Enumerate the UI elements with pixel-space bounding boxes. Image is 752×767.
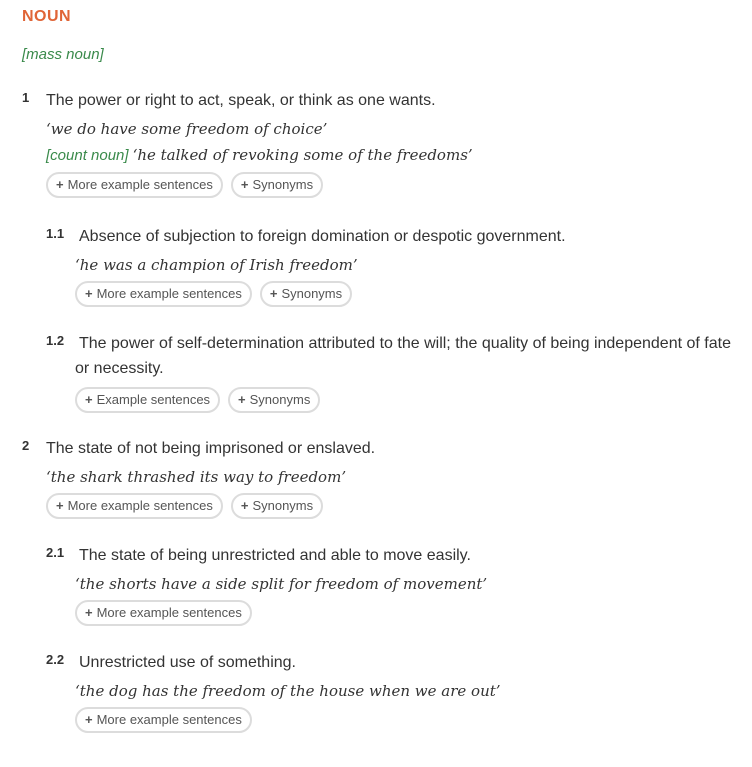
- example-sentence: ‘the shorts have a side split for freedom of movement’: [75, 575, 488, 593]
- sense-actions: [75, 600, 734, 626]
- example-sentences-button[interactable]: [75, 387, 220, 413]
- more-example-sentences-button[interactable]: [46, 493, 223, 519]
- sense-number: 1: [22, 90, 30, 105]
- button-label: Synonyms: [281, 286, 343, 301]
- button-label: More example sentences: [96, 286, 242, 301]
- sense-actions: [75, 707, 734, 733]
- sense-actions: [75, 387, 734, 413]
- sense-definition: The state of not being imprisoned or enslaved.: [46, 440, 376, 457]
- sense-2-1: [46, 543, 734, 626]
- synonyms-button[interactable]: [231, 172, 323, 198]
- button-label: Synonyms: [249, 392, 311, 407]
- button-label: Synonyms: [252, 177, 314, 192]
- sense-1-2: [46, 331, 734, 413]
- sense-2: [22, 436, 734, 519]
- plus-icon: +: [240, 177, 249, 192]
- button-label: More example sentences: [96, 712, 242, 727]
- sense-number: 1.1: [46, 226, 65, 241]
- example-sentence-count-noun: [46, 145, 734, 166]
- more-example-sentences-button[interactable]: [75, 600, 252, 626]
- part-of-speech-heading: NOUN: [22, 8, 72, 25]
- sense-definition: The power or right to act, speak, or think as one wants.: [46, 92, 436, 109]
- sense-number: 1.2: [46, 333, 65, 348]
- button-label: Synonyms: [252, 498, 314, 513]
- synonyms-button[interactable]: [231, 493, 323, 519]
- example-sentence: ‘the shark thrashed its way to freedom’: [46, 468, 347, 486]
- sense-actions: [75, 281, 734, 307]
- plus-icon: +: [238, 392, 246, 407]
- sense-number: 2: [22, 438, 30, 453]
- sense-number: 2.1: [46, 545, 65, 560]
- sense-definition: Unrestricted use of something.: [79, 654, 296, 671]
- example-sentence-text: ‘he talked of revoking some of the freedoms’: [132, 146, 473, 164]
- grammar-tag: [count noun]: [46, 147, 129, 164]
- button-label: Example sentences: [96, 392, 211, 407]
- plus-icon: +: [85, 712, 93, 727]
- grammar-note: [mass noun]: [22, 46, 104, 63]
- plus-icon: +: [85, 392, 93, 407]
- plus-icon: +: [269, 286, 278, 301]
- sense-2-2: [46, 650, 734, 733]
- plus-icon: +: [240, 498, 249, 513]
- more-example-sentences-button[interactable]: [46, 172, 223, 198]
- more-example-sentences-button[interactable]: [75, 707, 252, 733]
- sense-actions: [46, 172, 734, 198]
- sense-definition: Absence of subjection to foreign domination or despotic government.: [79, 228, 566, 245]
- button-label: More example sentences: [67, 177, 213, 192]
- sense-definition: The power of self-determination attributed to the will; the quality of being independent of fate or necessity.: [75, 335, 731, 377]
- sense-1: [22, 88, 734, 198]
- button-label: More example sentences: [67, 498, 213, 513]
- sense-1-1: [46, 224, 734, 307]
- plus-icon: +: [56, 177, 64, 192]
- example-sentence: ‘he was a champion of Irish freedom’: [75, 256, 358, 274]
- synonyms-button[interactable]: [228, 387, 320, 413]
- example-sentence: ‘the dog has the freedom of the house when we are out’: [75, 682, 501, 700]
- synonyms-button[interactable]: [260, 281, 352, 307]
- button-label: More example sentences: [96, 605, 242, 620]
- sense-actions: [46, 493, 734, 519]
- plus-icon: +: [85, 286, 93, 301]
- plus-icon: +: [85, 605, 93, 620]
- more-example-sentences-button[interactable]: [75, 281, 252, 307]
- sense-number: 2.2: [46, 652, 65, 667]
- sense-definition: The state of being unrestricted and able to move easily.: [79, 547, 471, 564]
- example-sentence: ‘we do have some freedom of choice’: [46, 120, 328, 138]
- plus-icon: +: [56, 498, 64, 513]
